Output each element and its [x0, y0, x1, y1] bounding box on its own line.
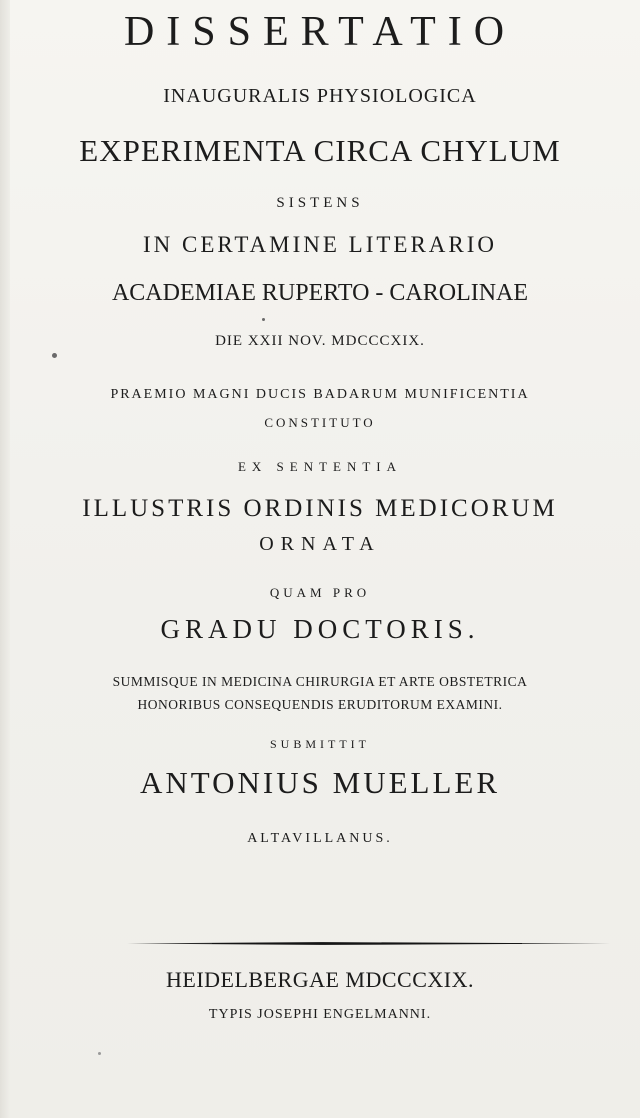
ink-speck	[98, 1052, 101, 1055]
dissertation-subtitle: INAUGURALIS PHYSIOLOGICA	[163, 85, 477, 107]
ink-speck	[262, 318, 265, 321]
gradu-doctoris-line: GRADU DOCTORIS.	[160, 614, 480, 644]
praemio-line: PRAEMIO MAGNI DUCIS BADARUM MUNIFICENTIA	[110, 387, 530, 402]
quam-pro-line: QUAM PRO	[269, 585, 371, 600]
dissertation-title: DISSERTATIO	[123, 9, 517, 55]
ex-sententia-line: EX SENTENTIA	[237, 459, 403, 474]
submittit-line: SUBMITTIT	[270, 737, 370, 751]
certamine-line: IN CERTAMINE LITERARIO	[142, 232, 498, 257]
summisque-line: SUMMISQUE IN MEDICINA CHIRURGIA ET ARTE OBSTETRICA	[112, 674, 528, 689]
academy-line: ACADEMIAE RUPERTO - CAROLINAE	[111, 280, 529, 306]
constituto-line: CONSTITUTO	[264, 415, 376, 430]
ornamental-rule	[122, 942, 610, 945]
ink-speck	[52, 353, 57, 358]
printer-line: TYPIS JOSEPHI ENGELMANNI.	[208, 1007, 432, 1022]
imprint-place-year: HEIDELBERGAE MDCCCXIX.	[166, 967, 474, 992]
sistens-line: SISTENS	[276, 195, 364, 211]
author-name: ANTONIUS MUELLER	[140, 765, 500, 800]
illustris-line: ILLUSTRIS ORDINIS MEDICORUM	[82, 495, 558, 522]
work-title: EXPERIMENTA CIRCA CHYLUM	[79, 133, 561, 168]
ornata-line: ORNATA	[259, 533, 381, 555]
date-line: DIE XXII NOV. MDCCCXIX.	[215, 333, 425, 349]
author-origin: ALTAVILLANUS.	[247, 831, 393, 846]
honoribus-line: HONORIBUS CONSEQUENDIS ERUDITORUM EXAMINI.	[137, 697, 503, 712]
